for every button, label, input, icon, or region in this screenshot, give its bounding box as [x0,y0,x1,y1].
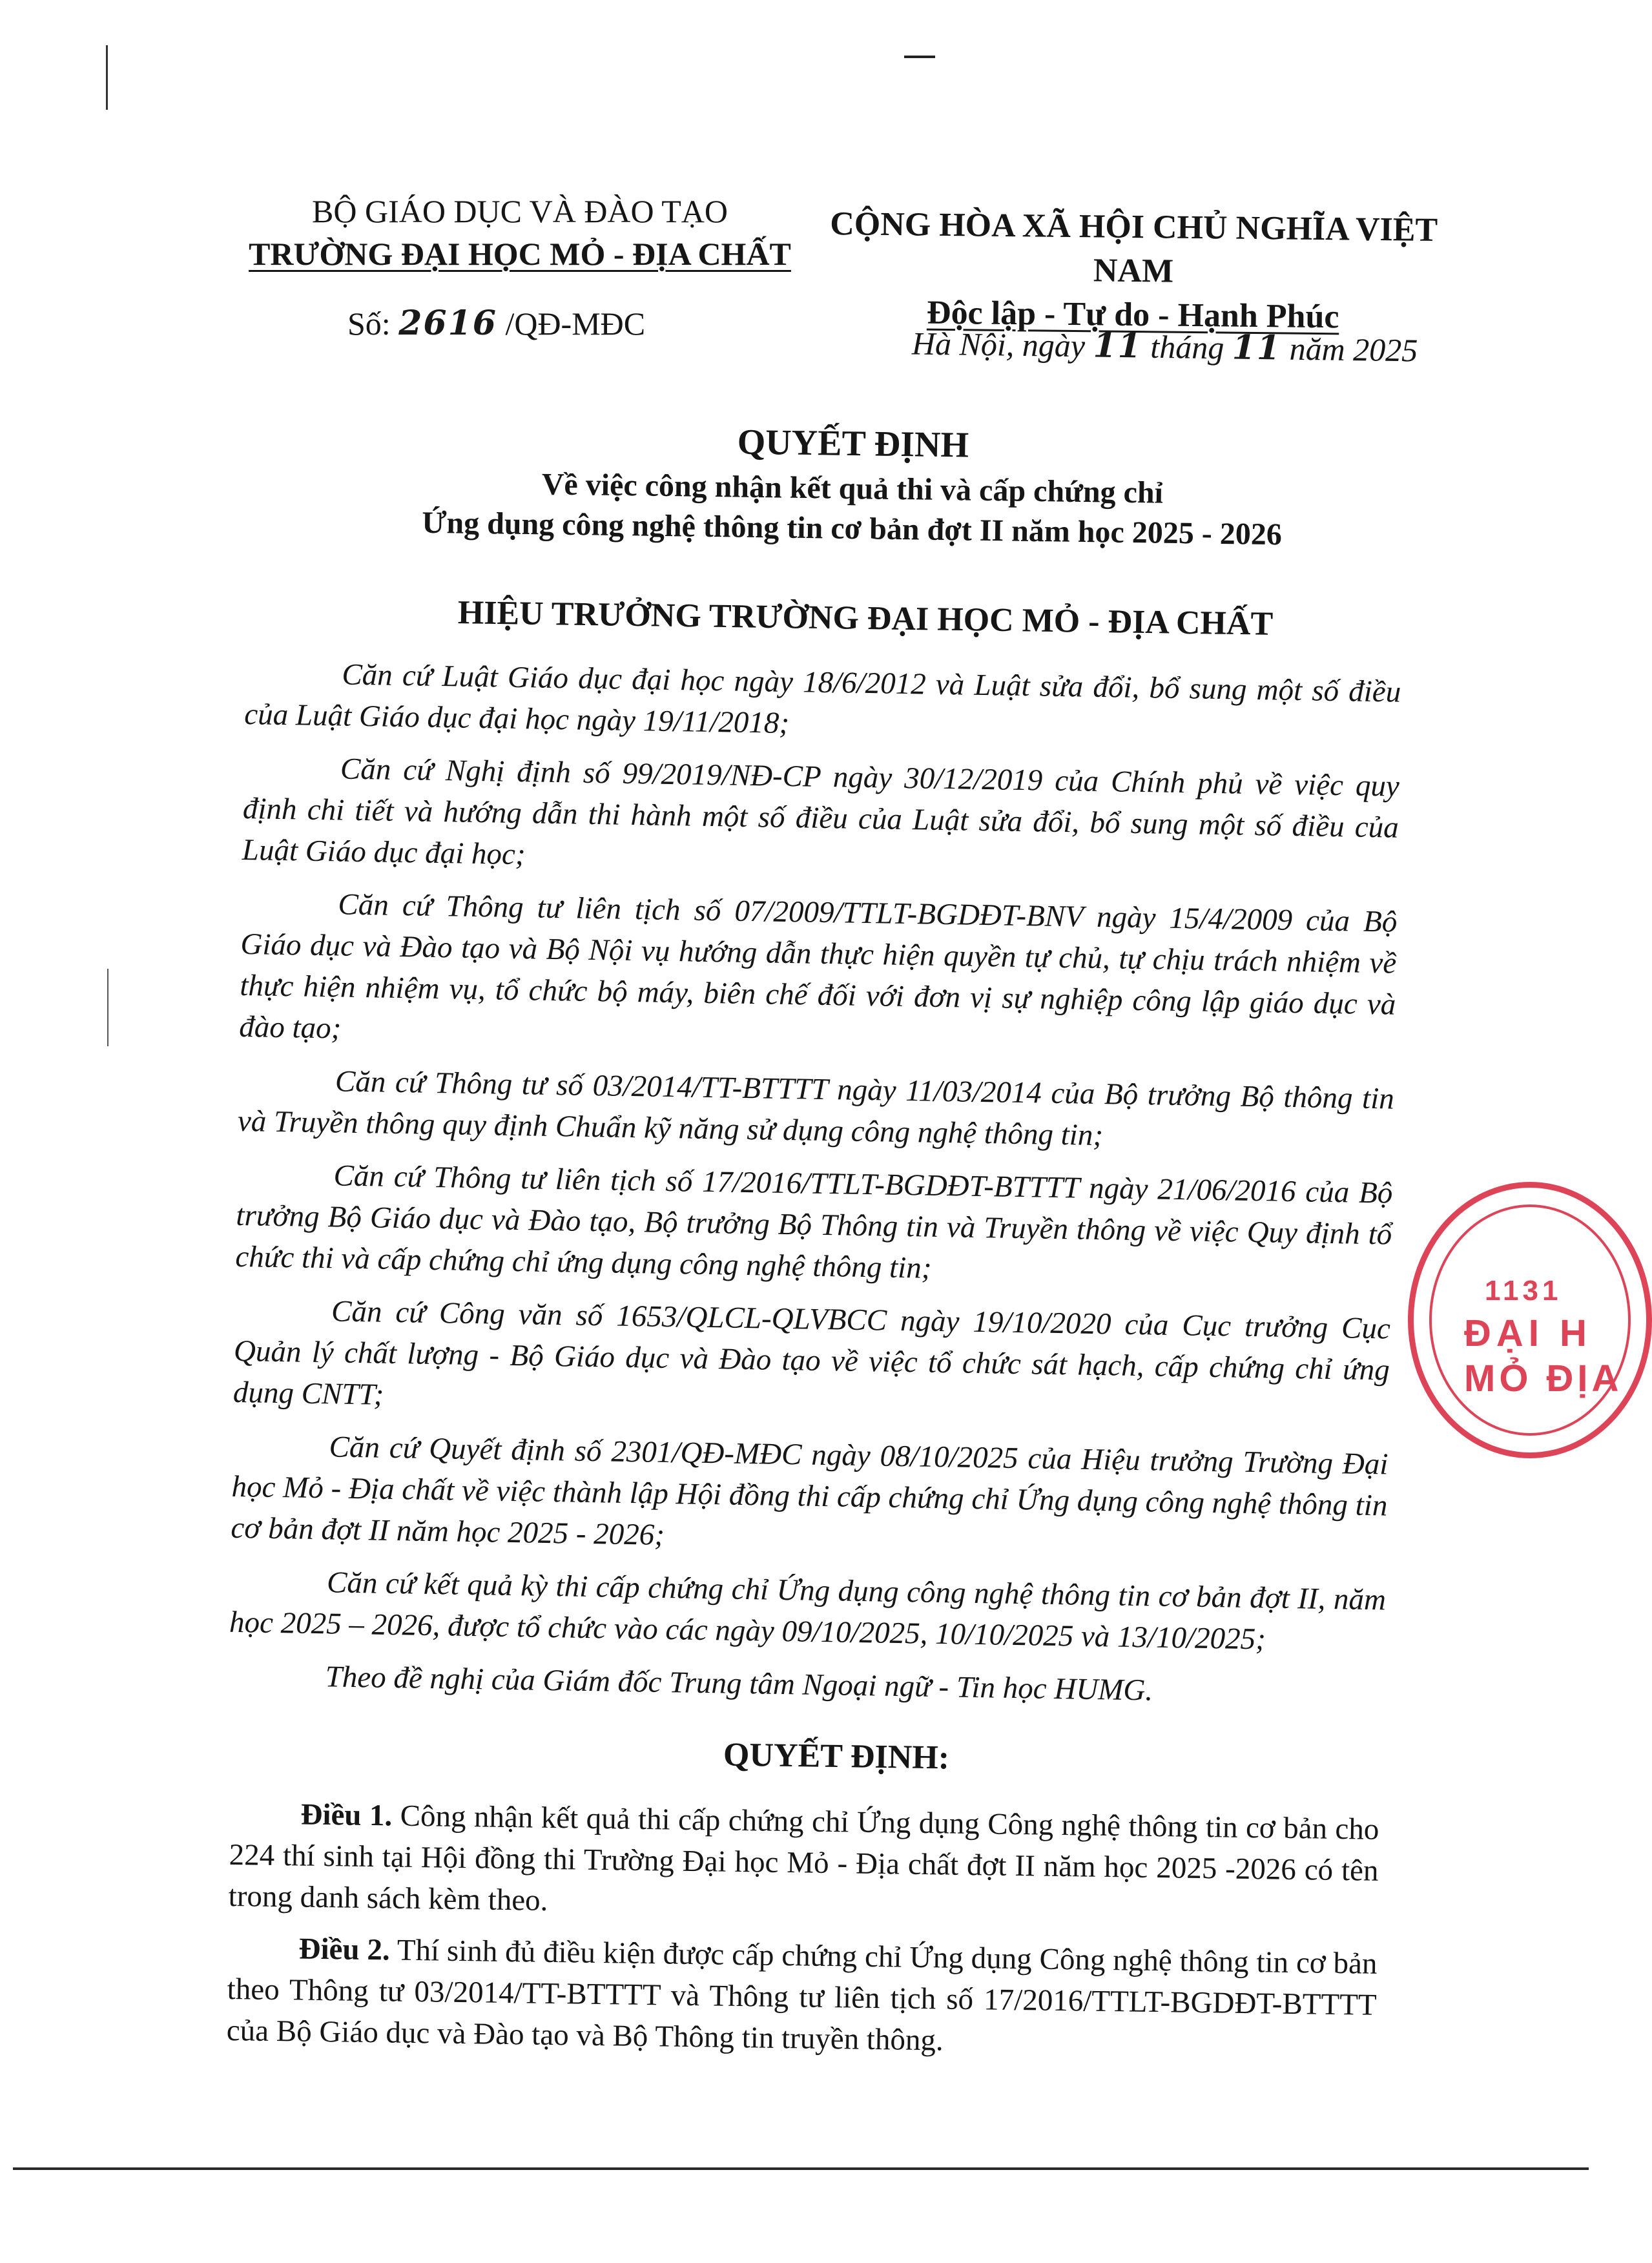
legal-basis: Căn cứ Thông tư liên tịch số 07/2009/TTLT-BGDĐT-BNV ngày 15/4/2009 của Bộ Giáo dục và Đào tạo và Bộ Nội vụ hướng dẫn thực hiện quyền tự chủ, tự chịu trách nhiệm về thực hiện nhiệm vụ, tổ chức bộ máy, biên chế đối với đơn vị sự nghiệp công lập giáo dục và đào tạo; [238,887,1398,1046]
legal-basis: Căn cứ Công văn số 1653/QLCL-QLVBCC ngày 19/10/2020 của Cục trưởng Cục Quản lý chất lượng - Bộ Giáo dục và Đào tạo về việc tổ chức sát hạch, cấp chứng chỉ ứng dụng CNTT; [232,1294,1391,1412]
scan-bottom-edge [13,2167,1589,2170]
article-1-label: Điều 1. [300,1797,393,1833]
stamp-text-line-1: ĐẠI H [1464,1312,1592,1354]
handwritten-day: 11 [1093,326,1143,366]
legal-basis: Căn cứ Nghị định số 99/2019/NĐ-CP ngày 30/12/2019 của Chính phủ về việc quy định chi tiết và hướng dẫn thi hành một số điều của Luật sửa đổi, bổ sung một số điều của Luật Giáo dục đại học; [242,752,1400,872]
article-2-text: Thí sinh đủ điều kiện được cấp chứng chỉ Ứng dụng Công nghệ thông tin cơ bản theo Thông tư 03/2014/TT-BTTTT và Thông tư liên tịch số 17/2016/TTLT-BGDĐT-BTTTT của Bộ Giáo dục và Đào tạo và Bộ Thông tin truyền thông. [226,1933,1378,2058]
date-month-word: tháng [1150,328,1224,366]
article-2 [226,1927,1378,2067]
article-1-text: Công nhận kết quả thi cấp chứng chỉ Ứng dụng Công nghệ thông tin cơ bản cho 224 thí sinh tại Hội đồng thi Trường Đại học Mỏ - Địa chất đợt II năm học 2025 -2026 có tên trong danh sách kèm theo. [228,1799,1379,1917]
number-suffix: /QĐ-MĐC [505,305,646,342]
legal-basis: Căn cứ kết quả kỳ thi cấp chứng chỉ Ứng dụng công nghệ thông tin cơ bản đợt II, năm học 2025 – 2026, được tổ chức vào các ngày 09/10/2025, 10/10/2025 và 13/10/2025; [229,1566,1387,1657]
legal-basis: Căn cứ Luật Giáo dục đại học ngày 18/6/2012 và Luật sửa đổi, bổ sung một số điều của Luật Giáo dục đại học ngày 19/11/2018; [243,657,1401,740]
scan-artifact [106,45,108,110]
legal-basis: Căn cứ Thông tư số 03/2014/TT-BTTTT ngày 11/03/2014 của Bộ trưởng Bộ thông tin và Truyền thông quy định Chuẩn kỹ năng sử dụng công nghệ thông tin; [237,1064,1395,1153]
legal-basis: Căn cứ Quyết định số 2301/QĐ-MĐC ngày 08/10/2025 của Hiệu trưởng Trường Đại học Mỏ - Địa chất về việc thành lập Hội đồng thi cấp chứng chỉ Ứng dụng công nghệ thông tin cơ bản đợt II năm học 2025 - 2026; [231,1430,1389,1552]
issuing-authority: HIỆU TRƯỞNG TRƯỜNG ĐẠI HỌC MỎ - ĐỊA CHẤT [457,594,1274,643]
decision-heading: QUYẾT ĐỊNH: [723,1736,950,1777]
document-subject-line-2: Ứng dụng công nghệ thông tin cơ bản đợt II năm học 2025 - 2026 [421,505,1283,552]
national-motto: Độc lập - Tự do - Hạnh Phúc [926,294,1339,336]
document-number [347,304,645,343]
number-prefix: Số: [347,305,391,342]
article-1 [228,1793,1379,1933]
document-title: QUYẾT ĐỊNH [737,422,969,466]
issue-date [912,324,1418,370]
school-name: TRƯỜNG ĐẠI HỌC MỎ - ĐỊA CHẤT [249,236,791,272]
scan-artifact [107,969,108,1046]
document-subject-line-1: Về việc công nhận kết quả thi và cấp chứng chỉ [541,467,1164,510]
date-place: Hà Nội, ngày [911,325,1086,364]
decision-articles [226,1793,1379,2078]
handwritten-month: 11 [1232,327,1282,368]
article-2-label: Điều 2. [298,1932,391,1967]
issuer-header [220,190,820,275]
red-seal-stamp [1408,1182,1652,1458]
handwritten-number: 2616 [398,304,497,343]
proposal-note: Theo đề nghị của Giám đốc Trung tâm Ngoại ngữ - Tin học HUMG. [325,1660,1153,1708]
stamp-text-line-2: MỎ ĐỊA [1464,1358,1623,1400]
ministry-name: BỘ GIÁO DỤC VÀ ĐÀO TẠO [312,193,728,229]
stamp-number: 1131 [1485,1275,1562,1307]
republic-name: CỘNG HÒA XÃ HỘI CHỦ NGHĨA VIỆT NAM [829,205,1438,290]
national-header [787,202,1480,340]
decision-title-block [400,412,1306,555]
date-year: năm 2025 [1289,330,1418,369]
scan-artifact [904,56,935,58]
legal-bases [228,652,1401,1726]
legal-basis: Căn cứ Thông tư liên tịch số 17/2016/TTLT-BGDĐT-BTTTT ngày 21/06/2016 của Bộ trưởng Bộ Giáo dục và Đào tạo, Bộ trưởng Bộ Thông tin và Truyền thông về việc Quy định tổ chức thi và cấp chứng chỉ ứng dụng công nghệ thông tin; [235,1159,1393,1285]
